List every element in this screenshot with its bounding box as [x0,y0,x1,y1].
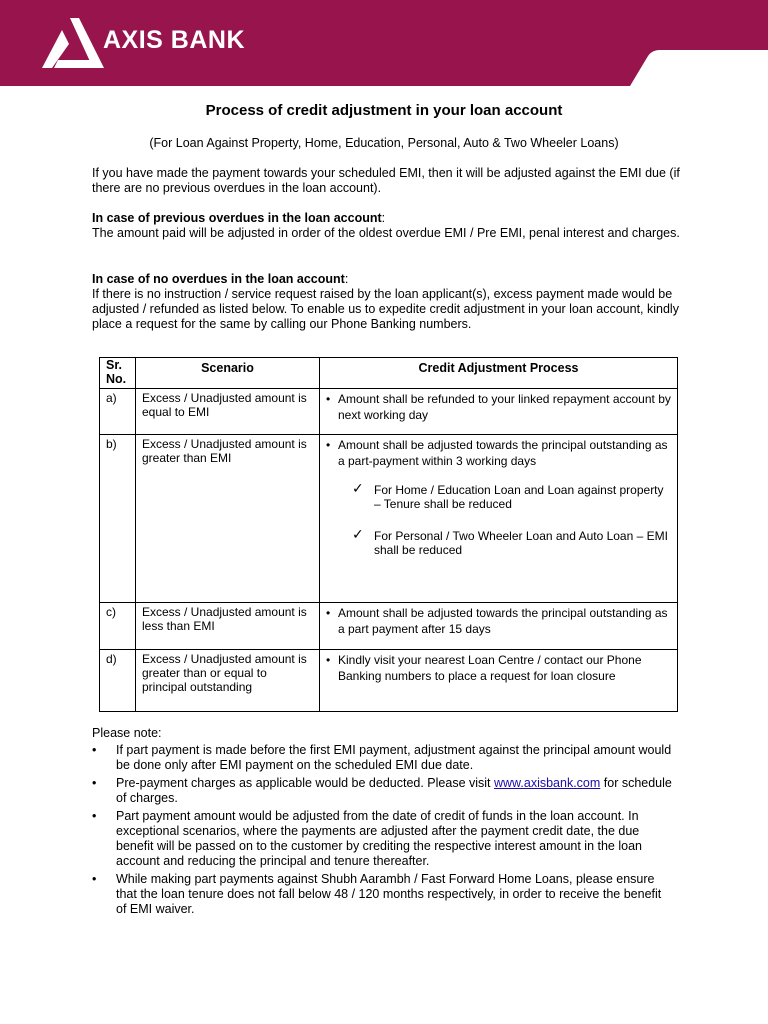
row-scenario: Excess / Unadjusted amount is equal to EMI [136,389,320,435]
overdue-section: In case of previous overdues in the loan account: The amount paid will be adjusted in order of the oldest overdue EMI / Pre EMI, penal interest and charges. [92,211,680,240]
sub-point-text: For Home / Education Loan and Loan against property – Tenure shall be reduced [374,483,664,511]
overdue-text: The amount paid will be adjusted in order of the oldest overdue EMI / Pre EMI, penal interest and charges. [92,226,680,240]
table-row [100,603,678,650]
brand-name: AXIS BANK [103,26,246,54]
header-scenario: Scenario [136,358,320,389]
axisbank-link[interactable]: www.axisbank.com [494,776,601,790]
list-item: • While making part payments against Shubh Aarambh / Fast Forward Home Loans, please ensure that the loan tenure does not fall below 48 / 120 months respectively, in order to receive the benefit of EMI waiver. [92,872,672,917]
list-item [92,776,672,806]
adjustment-table [99,357,678,712]
checkmark-icon: ✓ [352,480,364,496]
charges-text: Pre-payment charges as applicable would be deducted. Please visit [116,776,494,790]
row-sr: c) [100,603,136,650]
table-row [100,389,678,435]
checkmark-icon: ✓ [352,526,364,542]
table-row [100,650,678,712]
row-sr: a) [100,389,136,435]
table-row [100,435,678,603]
process-bullet: • Amount shall be adjusted towards the principal outstanding as a part payment after 15 days [326,605,671,637]
no-overdue-text: If there is no instruction / service request raised by the loan applicant(s), excess payment made would be adjusted / refunded as listed below. To enable us to expedite credit adjustment in your loan account, kindly place a request for the same by calling our Phone Banking numbers. [92,287,679,331]
sub-point [326,480,671,511]
row-sr: b) [100,435,136,603]
process-bullet: • Amount shall be adjusted towards the principal outstanding as a part-payment within 3 working days [326,437,671,469]
notes-label: Please note: [92,726,162,740]
page-subtitle: (For Loan Against Property, Home, Education, Personal, Auto & Two Wheeler Loans) [149,136,619,150]
process-bullet: • Kindly visit your nearest Loan Centre / contact our Phone Banking numbers to place a request for loan closure [326,652,671,684]
row-process [320,603,678,650]
row-scenario: Excess / Unadjusted amount is greater than or equal to principal outstanding [136,650,320,712]
process-bullet: • Amount shall be refunded to your linked repayment account by next working day [326,391,671,423]
charges-text-end: for schedule of charges. [116,776,672,805]
table-header-row [100,358,678,389]
notes-list [92,743,672,920]
row-scenario: Excess / Unadjusted amount is less than EMI [136,603,320,650]
list-item: • Part payment amount would be adjusted from the date of credit of funds in the loan account. In exceptional scenarios, where the payments are adjusted after the payment credit date, the due benefit will be passed on to the customer by crediting the respective interest amount in the loan account and reducing the principal and tenure thereafter. [92,809,672,869]
overdue-heading: In case of previous overdues in the loan account [92,211,382,225]
row-process [320,389,678,435]
sub-point [326,526,671,557]
row-process [320,650,678,712]
no-overdue-section: In case of no overdues in the loan account: If there is no instruction / service request raised by the loan applicant(s), excess payment made would be adjusted / refunded as listed below. To enable us to expedite credit adjustment in your loan account, kindly place a request for the same by calling our Phone Banking numbers. [92,272,679,331]
page-title: Process of credit adjustment in your loan account [205,102,563,119]
no-overdue-heading: In case of no overdues in the loan account [92,272,345,286]
intro-paragraph: If you have made the payment towards your scheduled EMI, then it will be adjusted against the EMI due (if there are no previous overdues in the loan account). [92,166,680,195]
header-banner [0,0,768,86]
list-item: • If part payment is made before the first EMI payment, adjustment against the principal amount would be done only after EMI payment on the scheduled EMI due date. [92,743,672,773]
row-process [320,435,678,603]
header-process: Credit Adjustment Process [320,358,678,389]
sub-point-text: For Personal / Two Wheeler Loan and Auto Loan – EMI shall be reduced [374,529,668,557]
row-scenario: Excess / Unadjusted amount is greater than EMI [136,435,320,603]
row-sr: d) [100,650,136,712]
header-sr: Sr. No. [100,358,136,389]
